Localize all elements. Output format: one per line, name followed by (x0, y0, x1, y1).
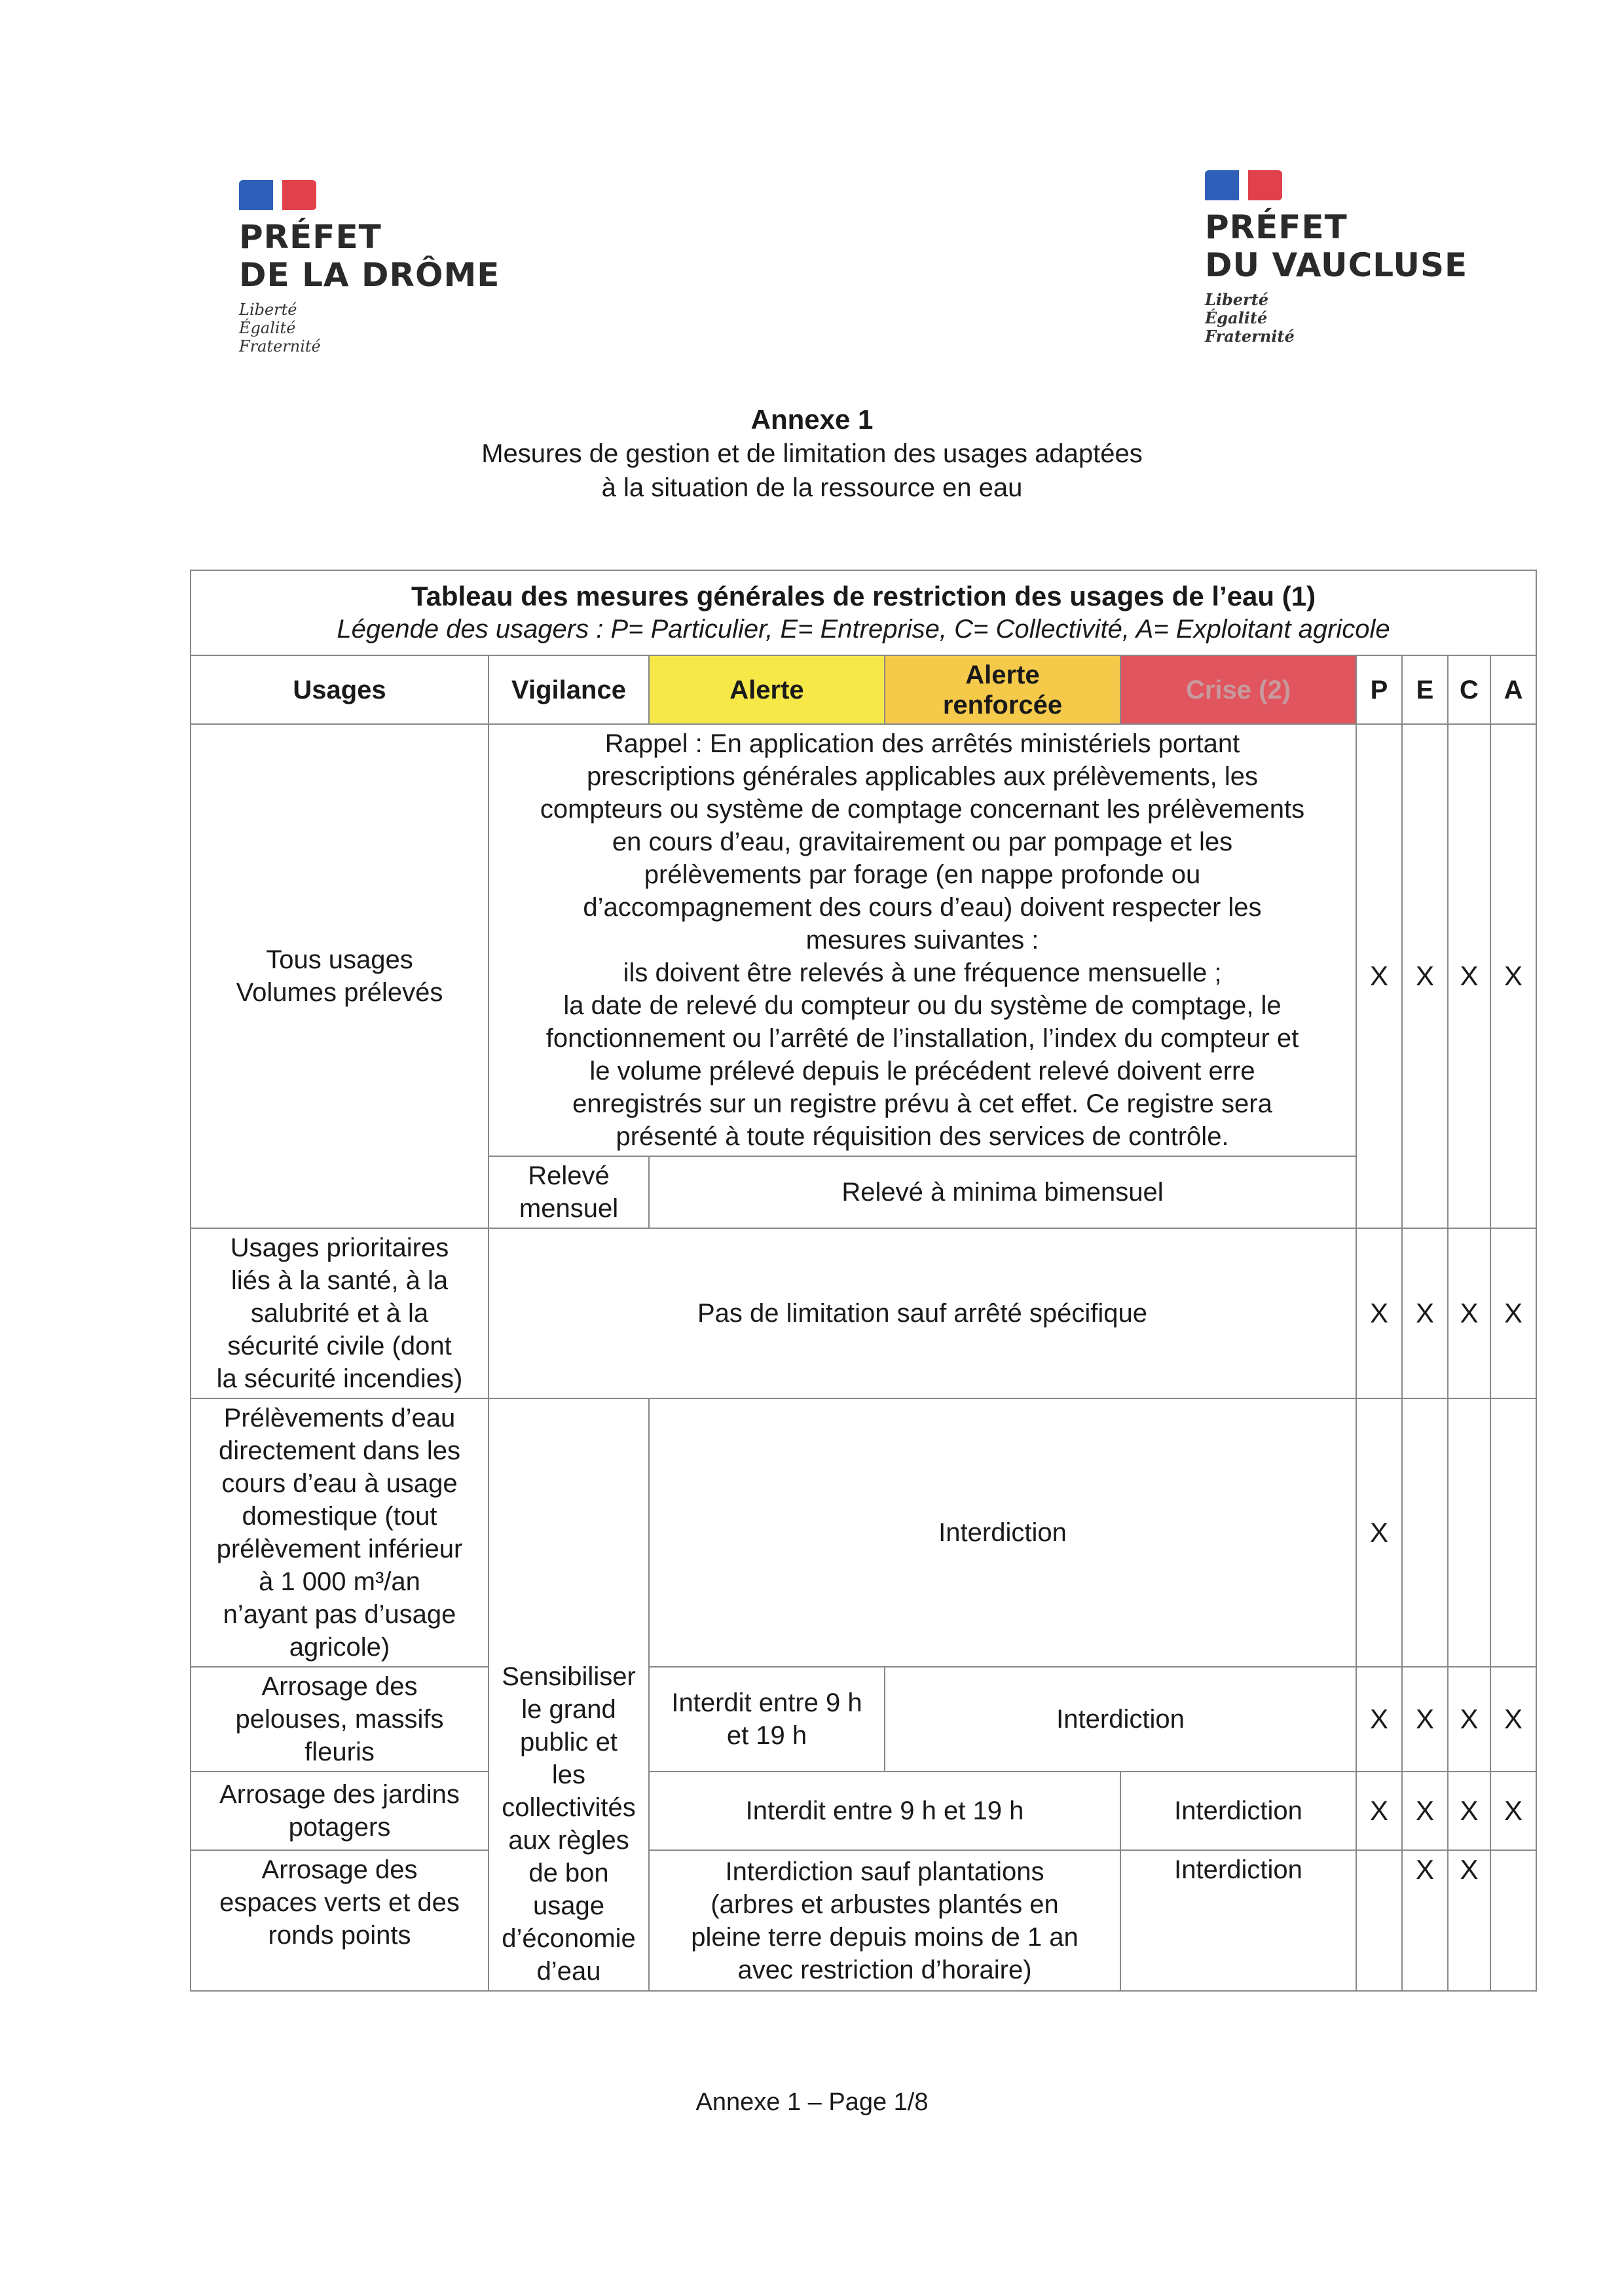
rappel-line: le volume prélevé depuis le précédent relevé doivent erre (589, 1057, 1255, 1085)
mark-e: X (1402, 1850, 1448, 1991)
motto-liberte: Liberté (1205, 290, 1269, 309)
annex-title: Annexe 1 (750, 404, 874, 435)
releve-line: mensuel (519, 1194, 619, 1223)
logo-title-line2: DE LA DRÔME (239, 256, 500, 294)
table-title-cell (191, 570, 1536, 655)
rappel-line: d’accompagnement des cours d’eau) doivent respecter les (583, 893, 1262, 922)
mark-e: X (1402, 1772, 1448, 1850)
usage-line: fleuris (304, 1738, 375, 1766)
mark-c: X (1448, 1850, 1490, 1991)
mark-a: X (1490, 1772, 1536, 1850)
usage-line: prélèvement inférieur (216, 1535, 463, 1563)
restriction-table (190, 570, 1537, 1992)
sensibiliser-line: d’économie (502, 1924, 636, 1953)
releve-mensuel (489, 1156, 649, 1228)
mark-c: X (1448, 1228, 1490, 1398)
usage-line: liés à la santé, à la (231, 1266, 449, 1295)
usage-line: ronds points (268, 1921, 411, 1950)
header-usages: Usages (191, 655, 489, 724)
mark-p: X (1356, 1228, 1402, 1398)
logo-title-line1: PRÉFET (239, 218, 382, 256)
header-e: E (1402, 655, 1448, 724)
usage-line: Arrosage des (261, 1672, 418, 1701)
usage-line: Tous usages (266, 945, 413, 974)
usage-espaces-verts (191, 1850, 489, 1991)
header-alerte-renforcee (885, 655, 1120, 724)
table-title: Tableau des mesures générales de restriction des usages de l’eau (1) (411, 581, 1316, 611)
usage-line: Arrosage des jardins (219, 1780, 460, 1809)
espaces-verts-alerte (649, 1850, 1120, 1991)
alerte-line: Interdit entre 9 h (671, 1688, 862, 1717)
usage-line: Prélèvements d’eau (223, 1404, 456, 1432)
sensibiliser-line: les (551, 1760, 586, 1789)
mark-p-empty (1356, 1850, 1402, 1991)
usage-line: espaces verts et des (219, 1888, 460, 1917)
usage-line: potagers (288, 1813, 391, 1842)
mark-e-empty (1402, 1398, 1448, 1667)
table-legend: Légende des usagers : P= Particulier, E= Entreprise, C= Collectivité, A= Exploitant agricole (337, 615, 1390, 644)
rappel-line: Rappel : En application des arrêtés ministériels portant (604, 729, 1240, 758)
header-c: C (1448, 655, 1490, 724)
usage-prelevements (191, 1398, 489, 1667)
prefet-vaucluse-logo (1205, 170, 1467, 346)
subtitle-line2: à la situation de la ressource en eau (601, 473, 1023, 502)
mark-a-empty (1490, 1398, 1536, 1667)
usage-line: à 1 000 m³/an (259, 1567, 420, 1596)
rappel-line: ils doivent être relevés à une fréquence mensuelle ; (623, 958, 1222, 987)
mark-a: X (1490, 1228, 1536, 1398)
potagers-crise: Interdiction (1120, 1772, 1356, 1850)
usage-prioritaires (191, 1228, 489, 1398)
logo-title-line1: PRÉFET (1205, 208, 1348, 246)
mark-a: X (1490, 724, 1536, 1228)
usage-line: Volumes prélevés (236, 978, 443, 1007)
motto-fraternite: Fraternité (239, 337, 321, 355)
mark-c: X (1448, 1667, 1490, 1772)
rappel-line: fonctionnement ou l’arrêté de l’installation, l’index du compteur et (545, 1024, 1299, 1053)
subtitle-line1: Mesures de gestion et de limitation des usages adaptées (481, 439, 1143, 468)
alerte-line: et 19 h (726, 1721, 807, 1750)
usage-tous-usages (191, 724, 489, 1228)
usage-line: salubrité et à la (250, 1299, 429, 1328)
pelouses-alerte (649, 1667, 885, 1772)
rappel-line: prélèvements par forage (en nappe profonde ou (644, 860, 1201, 889)
pelouses-measure: Interdiction (885, 1667, 1356, 1772)
sensibiliser-line: le grand (521, 1695, 616, 1724)
mark-e: X (1402, 1228, 1448, 1398)
alerte-line: pleine terre depuis moins de 1 an (691, 1922, 1079, 1952)
usage-potagers (191, 1772, 489, 1850)
prioritaires-measure: Pas de limitation sauf arrêté spécifique (489, 1228, 1356, 1398)
rappel-text (489, 724, 1356, 1156)
rappel-line: présenté à toute réquisition des services de contrôle. (616, 1122, 1229, 1151)
usage-line: directement dans les (218, 1436, 461, 1465)
mark-c: X (1448, 1772, 1490, 1850)
sensibiliser-line: d’eau (536, 1957, 601, 1986)
logo-motto (1205, 291, 1467, 346)
mark-c-empty (1448, 1398, 1490, 1667)
logo-motto (239, 301, 500, 355)
page-footer: Annexe 1 – Page 1/8 (695, 2088, 929, 2116)
mark-p: X (1356, 1772, 1402, 1850)
sensibiliser-line: Sensibiliser (502, 1662, 636, 1691)
mark-p: X (1356, 1398, 1402, 1667)
releve-minima: Relevé à minima bimensuel (649, 1156, 1356, 1228)
mark-c: X (1448, 724, 1490, 1228)
usage-line: domestique (tout (242, 1502, 437, 1531)
header-alerte-renforcee-line1: Alerte (965, 660, 1040, 689)
document-heading (0, 403, 1624, 505)
usage-line: Usages prioritaires (230, 1233, 449, 1262)
sensibiliser-line: de bon (528, 1859, 609, 1887)
rappel-line: prescriptions générales applicables aux prélèvements, les (587, 762, 1258, 791)
motto-egalite: Égalité (239, 319, 296, 337)
usage-line: la sécurité incendies) (216, 1364, 463, 1393)
sensibiliser-cell (489, 1398, 649, 1991)
usage-line: agricole) (289, 1633, 390, 1662)
usage-line: sécurité civile (dont (227, 1332, 452, 1360)
espaces-verts-crise: Interdiction (1120, 1850, 1356, 1991)
marianne-flag-icon (239, 180, 500, 210)
usage-line: Arrosage des (261, 1855, 418, 1884)
alerte-line: Interdiction sauf plantations (725, 1857, 1044, 1886)
header-vigilance: Vigilance (489, 655, 649, 724)
alerte-line: (arbres et arbustes plantés en (710, 1889, 1059, 1919)
usage-pelouses (191, 1667, 489, 1772)
header-crise: Crise (2) (1120, 655, 1356, 724)
motto-egalite: Égalité (1205, 308, 1268, 327)
rappel-line: la date de relevé du compteur ou du système de comptage, le (563, 991, 1282, 1020)
usage-line: pelouses, massifs (235, 1705, 444, 1734)
mark-a-empty (1490, 1850, 1536, 1991)
mark-e: X (1402, 1667, 1448, 1772)
motto-liberte: Liberté (239, 301, 297, 319)
sensibiliser-line: usage (533, 1891, 604, 1920)
motto-fraternite: Fraternité (1205, 327, 1295, 346)
mark-a: X (1490, 1667, 1536, 1772)
mark-e: X (1402, 724, 1448, 1228)
marianne-flag-icon (1205, 170, 1467, 200)
potagers-alerte: Interdit entre 9 h et 19 h (649, 1772, 1120, 1850)
header-p: P (1356, 655, 1402, 724)
header-alerte: Alerte (649, 655, 885, 724)
mark-p: X (1356, 1667, 1402, 1772)
header-a: A (1490, 655, 1536, 724)
usage-line: cours d’eau à usage (221, 1469, 458, 1498)
header-alerte-renforcee-line2: renforcée (942, 690, 1063, 720)
prelevements-measure: Interdiction (649, 1398, 1356, 1667)
sensibiliser-line: public et (520, 1728, 618, 1757)
sensibiliser-line: collectivités (502, 1793, 636, 1822)
logo-title-line2: DU VAUCLUSE (1205, 246, 1468, 284)
prefet-drome-logo (239, 180, 500, 355)
rappel-line: compteurs ou système de comptage concernant les prélèvements (540, 795, 1305, 824)
rappel-line: mesures suivantes : (805, 926, 1039, 955)
releve-line: Relevé (528, 1161, 610, 1190)
usage-line: n’ayant pas d’usage (223, 1600, 456, 1629)
rappel-line: enregistrés sur un registre prévu à cet effet. Ce registre sera (572, 1089, 1272, 1118)
mark-p: X (1356, 724, 1402, 1228)
rappel-line: en cours d’eau, gravitairement ou par pompage et les (612, 828, 1233, 856)
sensibiliser-line: aux règles (508, 1826, 629, 1855)
alerte-line: avec restriction d’horaire) (737, 1955, 1032, 1984)
